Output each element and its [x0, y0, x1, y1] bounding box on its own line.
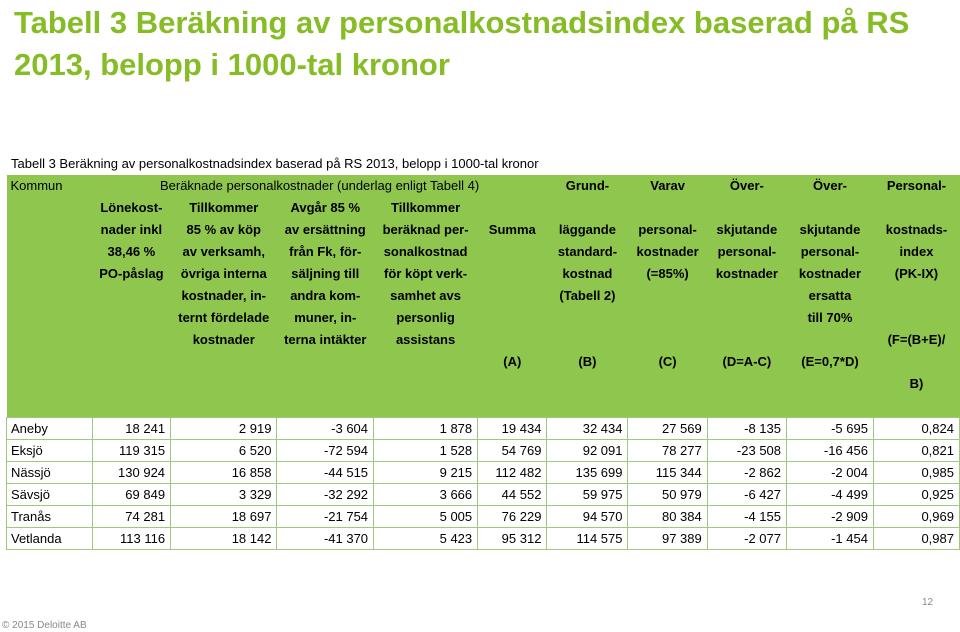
- table-cell: 80 384: [628, 506, 707, 528]
- header-top-varav: Varav: [628, 175, 707, 197]
- header-col-ersatta: [787, 197, 874, 418]
- table-cell: 92 091: [547, 440, 628, 462]
- table-row: [7, 528, 960, 550]
- header-top-grund: Grund-: [547, 175, 628, 197]
- table-cell: 5 005: [374, 506, 478, 528]
- table-cell: 6 520: [171, 440, 277, 462]
- header-col-grundlaggande-code: (B): [578, 354, 597, 369]
- personalkostnadsindex-table: [6, 175, 960, 550]
- table-row: [7, 484, 960, 506]
- page-title: Tabell 3 Beräkning av personalkostnadsindex baserad på RS 2013, belopp i 1000-tal kronor: [14, 5, 910, 82]
- table-cell: -2 004: [787, 462, 874, 484]
- table-cell: 5 423: [374, 528, 478, 550]
- table-cell: 1 528: [374, 440, 478, 462]
- header-col-ersatta-code: (E=0,7*D): [801, 354, 859, 369]
- table-cell: -16 456: [787, 440, 874, 462]
- table-cell: -21 754: [277, 506, 374, 528]
- header-col-grundlaggande-label: läggande standard- kostnad (Tabell 2): [557, 222, 618, 303]
- table-cell: -2 077: [707, 528, 786, 550]
- table-cell: 69 849: [92, 484, 170, 506]
- table-cell: 18 697: [171, 506, 277, 528]
- table-cell: 18 142: [171, 528, 277, 550]
- header-col-avgar: Avgår 85 % av ersättning från Fk, för- säljning till andra kom- muner, in- terna intäkter: [277, 197, 374, 418]
- table-cell: 0,925: [873, 484, 959, 506]
- header-group-row: [7, 175, 960, 197]
- header-col-lonekostnader: Lönekost- nader inkl 38,46 % PO-påslag: [92, 197, 170, 418]
- table-cell: 76 229: [478, 506, 547, 528]
- table-cell: 0,821: [873, 440, 959, 462]
- table-cell: 18 241: [92, 418, 170, 440]
- header-col-tillkommer-kop: Tillkommer 85 % av köp av verksamh, övriga interna kostnader, in- ternt fördelade kostnader: [171, 197, 277, 418]
- table-cell: 74 281: [92, 506, 170, 528]
- table-row: [7, 462, 960, 484]
- table-cell: 9 215: [374, 462, 478, 484]
- table-cell: -23 508: [707, 440, 786, 462]
- header-col-summa-label: Summa: [488, 222, 536, 237]
- table-cell: -6 427: [707, 484, 786, 506]
- table-row: [7, 440, 960, 462]
- table-cell: -3 604: [277, 418, 374, 440]
- table-cell: 27 569: [628, 418, 707, 440]
- table-cell: 19 434: [478, 418, 547, 440]
- header-col-overskjutande-code: (D=A-C): [722, 354, 772, 369]
- table-cell: -1 454: [787, 528, 874, 550]
- header-col-overskjutande: [707, 197, 786, 418]
- table-cell: 0,985: [873, 462, 959, 484]
- table-cell: -44 515: [277, 462, 374, 484]
- table-cell: 16 858: [171, 462, 277, 484]
- table-row: [7, 506, 960, 528]
- header-col-summa-code: (A): [503, 354, 522, 369]
- row-kommun-name: Vetlanda: [7, 528, 93, 550]
- table-row: [7, 418, 960, 440]
- header-top-over-1: Över-: [707, 175, 786, 197]
- header-col-ersatta-label: skjutande personal- kostnader ersatta till 70%: [798, 222, 862, 325]
- page-number: 12: [922, 597, 934, 608]
- table-cell: 0,969: [873, 506, 959, 528]
- row-kommun-name: Eksjö: [7, 440, 93, 462]
- table-cell: 135 699: [547, 462, 628, 484]
- header-col-summa: [478, 197, 547, 418]
- table-cell: -5 695: [787, 418, 874, 440]
- table-cell: 59 975: [547, 484, 628, 506]
- header-col-tillkommer-assistans: Tillkommer beräknad per- sonalkostnad för köpt verk- samhet avs personlig assistans: [374, 197, 478, 418]
- row-kommun-name: Nässjö: [7, 462, 93, 484]
- header-col-grundlaggande: [547, 197, 628, 418]
- table-cell: -72 594: [277, 440, 374, 462]
- table-cell: 0,824: [873, 418, 959, 440]
- header-kommun: Kommun: [7, 175, 93, 197]
- table-cell: -32 292: [277, 484, 374, 506]
- table-cell: 50 979: [628, 484, 707, 506]
- table-cell: 130 924: [92, 462, 170, 484]
- table-cell: 2 919: [171, 418, 277, 440]
- table-cell: 54 769: [478, 440, 547, 462]
- table-cell: 1 878: [374, 418, 478, 440]
- header-col-varav-code: (C): [658, 354, 677, 369]
- header-col-varav: [628, 197, 707, 418]
- header-kommun-blank: [7, 197, 93, 418]
- table-cell: 114 575: [547, 528, 628, 550]
- header-col-index: [873, 197, 959, 418]
- row-kommun-name: Tranås: [7, 506, 93, 528]
- table-cell: 3 666: [374, 484, 478, 506]
- table-caption: Tabell 3 Beräkning av personalkostnadsindex baserad på RS 2013, belopp i 1000-tal kronor: [11, 156, 539, 171]
- table-cell: 95 312: [478, 528, 547, 550]
- table-cell: -41 370: [277, 528, 374, 550]
- table-cell: 113 116: [92, 528, 170, 550]
- row-kommun-name: Sävsjö: [7, 484, 93, 506]
- table-cell: 0,987: [873, 528, 959, 550]
- header-columns-row: [7, 197, 960, 418]
- table-cell: 44 552: [478, 484, 547, 506]
- header-top-personal: Personal-: [873, 175, 959, 197]
- header-group-label: Beräknade personalkostnader (underlag enligt Tabell 4): [92, 175, 547, 197]
- table-cell: 115 344: [628, 462, 707, 484]
- table-cell: -2 909: [787, 506, 874, 528]
- table-cell: -4 499: [787, 484, 874, 506]
- table-cell: 3 329: [171, 484, 277, 506]
- row-kommun-name: Aneby: [7, 418, 93, 440]
- header-col-index-label: kostnads- index (PK-IX) (F=(B+E)/: [885, 222, 948, 347]
- table-cell: -8 135: [707, 418, 786, 440]
- header-top-over-2: Över-: [787, 175, 874, 197]
- table-cell: 78 277: [628, 440, 707, 462]
- header-col-varav-label: personal- kostnader (=85%): [636, 222, 699, 281]
- table-cell: 94 570: [547, 506, 628, 528]
- table-cell: -2 862: [707, 462, 786, 484]
- table-cell: 97 389: [628, 528, 707, 550]
- table-body: [7, 418, 960, 550]
- header-col-index-code: B): [909, 376, 924, 391]
- copyright-notice: © 2015 Deloitte AB: [2, 620, 87, 631]
- table-cell: 112 482: [478, 462, 547, 484]
- table-cell: -4 155: [707, 506, 786, 528]
- table-cell: 119 315: [92, 440, 170, 462]
- table-cell: 32 434: [547, 418, 628, 440]
- header-col-overskjutande-label: skjutande personal- kostnader: [715, 222, 778, 281]
